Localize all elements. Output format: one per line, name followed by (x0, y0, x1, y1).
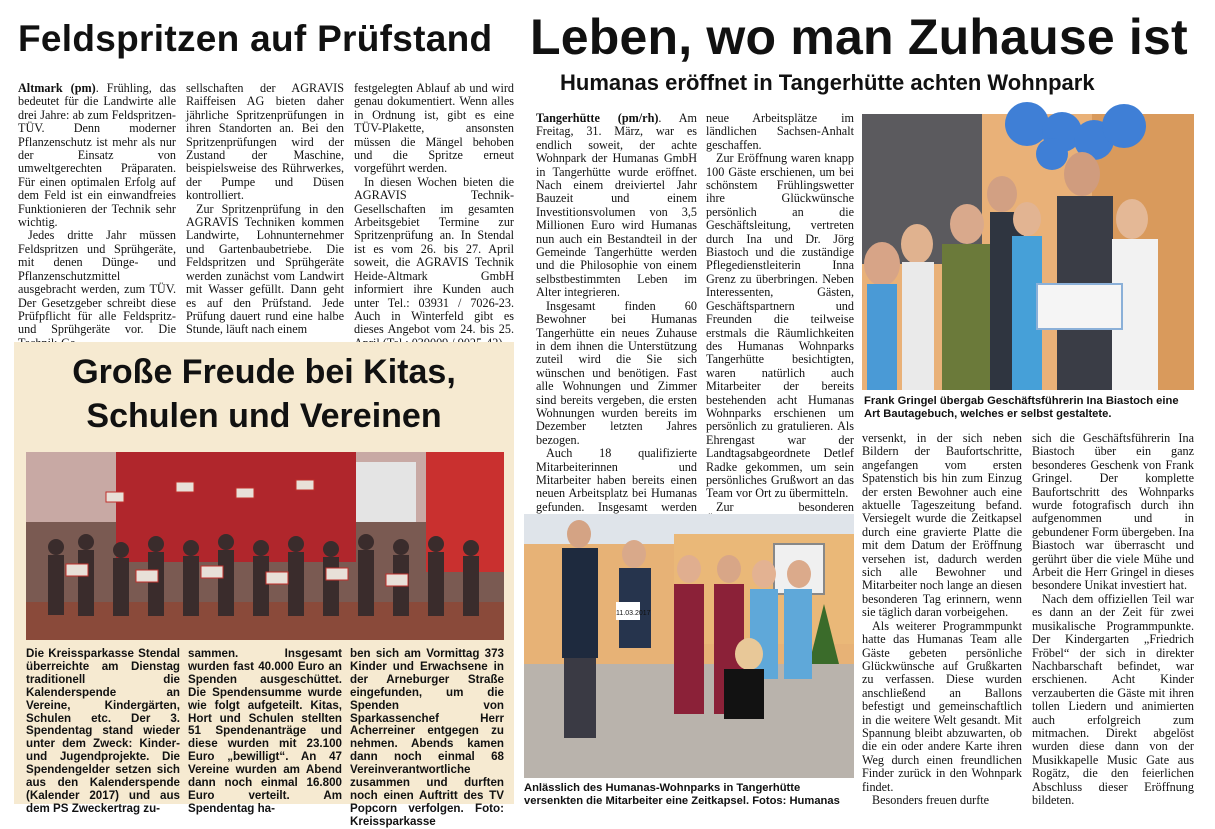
photo-sign-text: 11.03.2017 (616, 610, 651, 617)
handover-photo-icon (862, 114, 1194, 390)
paragraph: In diesen Wochen bieten die AGRAVIS Technik-Gesellschaften im gesamten Arbeitsgebiet Termine zur Spritzenprüfung an. In Stendal ist es vom 26. bis 27. April soweit, die AGRAVIS Technik Heide-Altmark GmbH informiert ihre Kunden auch unter Tel.: 03931 / 7026-23. Auch in Winterfeld gibt es dieses Angebot vom 24. bis 25. (354, 174, 514, 337)
paragraph: sich die Geschäftsführerin Ina Biastoch über ein ganz besonderes Geschenk von Frank Gringel. Der komplette Baufortschritt des Wohnparks wurde fotografisch durch ihn aufgenommen und in gebundener Form übergeben. Ina Biastoch war überrascht und gerührt über die viele Mühe und Arbeit die Herr Gringel in dieses besondere Unikat investiert hat. (1032, 431, 1194, 593)
humanas-column-2 (706, 111, 854, 514)
paragraph: Insgesamt finden 60 Bewohner bei Humanas Tangerhütte ein neues Zuhause in dem ihnen die Unterstützung zuteil wird die Sie sich wünschen und benötigen. Fast alle Wohnungen und Zimmer sind bereits vergeben, die ersten Wohnungen wurden bereits im Dezember letzten Jahres bezogen. (536, 298, 697, 447)
paragraph: Als weiterer Programmpunkt hatte das Humanas Team alle Gäste gebeten persönliche Glückwünsche auf Grußkarten zu verfassen. Diese wurden anschließend an Ballons befestigt und gemeinschaftlich in die weitere Welt gesandt. Mit Spannung bleibt abzuwarten, ob die ein oder andere Karte ihren Weg durch einen freundlichen Finder zurück in den Wohnpark findet. (862, 618, 1022, 794)
paragraph: versenkt, in der sich neben Bildern der Baufortschritte, angefangen vom ersten Spatenstich bis hin zum Einzug der ersten Bewohner auch eine aktuelle Tageszeitung befand. Versiegelt wurde die Zeitkapsel durch eine gravierte Platte die mit dem Datum der Eröffnung versehen ist, dadurch werden sich alle Bewohner und Mitarbeiter noch lange an diesen besonderen Tag erinnern, wenn sie täglich daran vorbeigehen. (862, 431, 1022, 620)
kitas-column-1 (26, 647, 180, 815)
kitas-headline-line-2: Schulen und Vereinen (86, 397, 442, 435)
paragraph: festgelegten Ablauf ab und wird genau dokumentiert. Wenn alles in Ordnung ist, gibt es eine TÜV-Plakette, ansonsten müssen die Mängel behoben und die Spritze erneut vorgeführt werden. (354, 81, 514, 176)
paragraph: Die Kreissparkasse Stendal überreichte am Dienstag traditionell die Kalenderspende an Vereine, Kindergärten, Schulen etc. Der 3. Spendentag stand wieder unter dem Zweck: Kinder- und Jugendprojekte. Die Spendengelder setzen sich aus den Kalenderspende (Kalender 2017) und aus dem PS Zweckertrag zu- (26, 647, 180, 815)
kitas-headline-line-1: Große Freude bei Kitas, (72, 353, 456, 391)
paragraph: Altmark (pm). Frühling, das bedeutet für die Landwirte alle drei Jahre: ab zum Feldspritzen-TÜV. Denn moderner Pflanzenschutz ist mehr als nur der Einsatz von umweltgerechten Präparaten. Für einen optimalen Erfolg auf dem Feld ist ein einwandfreies Funktionieren der Technik sehr wichtig. (18, 81, 177, 230)
paragraph: Besonders freuen durfte (872, 792, 990, 807)
paragraph: neue Arbeitsplätze im ländlichen Sachsen-Anhalt geschaffen. (706, 111, 854, 152)
paragraph: ben sich am Vormittag 373 Kinder und Erwachsene in der Arneburger Straße eingefunden, um die Spenden von Sparkassenchef Herr Acherreiner entgegen zu nehmen. Abends kamen dann noch einmal 68 Vereinverantwortliche zusammen und durften noch einen Auftritt des TV Popcorn verfolgen. Foto: Kreissparkasse (350, 647, 504, 828)
group-photo-icon (26, 452, 504, 640)
paragraph: sellschaften der AGRAVIS Raiffeisen AG bieten daher jährliche Spritzenprüfungen in ihren Standorten an. Bei den Spritzenprüfungen wird der Zustand der Maschine, beispielsweise des Rührwerkes, der Pumpe und Düsen kontrolliert. (186, 81, 344, 203)
paragraph: Nach dem offiziellen Teil war es dann an der Zeit für zwei musikalische Programmpunkte. Der Kindergarten „Friedrich Fröbel“ der sich in direkter Nachbarschaft befindet, war erschienen. Acht Kinder verzauberten die Gäste mit ihren tollen Liedern und animierten auch erfolgreich zum mitmachen. Direkt abgelöst wurden diese dann von der Musikkapelle Music Gate aus Rogätz, die den feierlichen Abschluss dieser Eröffnung bildeten. (1032, 591, 1194, 807)
paragraph: Zur Spritzenprüfung in den AGRAVIS Techniken kommen Landwirte, Lohnunternehmer und Gartenbaubetriebe. Die Feldspritzen und Sprühgeräte werden zunächst vom Landwirt mit Wasser gefüllt. Dann geht es auf den Prüfstand. Jede Prüfung dauert rund eine halbe Stunde, läuft nach einem (186, 201, 344, 337)
paragraph: Jedes dritte Jahr müssen Feldspritzen und Sprühgeräte, mit denen Dünge- und Pflanzenschutzmittel ausgebracht werden, zum TÜV. Der Gesetzgeber schreibt diese Prüfpflicht für alle Feldspritz- und Sprühgeräte vor. Die (18, 228, 176, 337)
humanas-subheadline: Humanas eröffnet in Tangerhütte achten Wohnpark (560, 70, 1095, 95)
feldspritzen-column-3 (354, 81, 514, 337)
humanas-headline: Leben, wo man Zuhause ist (530, 9, 1188, 65)
time-capsule-photo-icon (524, 514, 854, 778)
paragraph: Tangerhütte (pm/rh). Am Freitag, 31. März, war es endlich soweit, der achte Wohnpark der Humanas GmbH in Tangerhütte wurde eröffnet. Nach einem dreiviertel Jahr Bauzeit und einem Investitionsvolumen von 3,5 Millionen Euro wird Humanas nun auch ein Bestandteil in der Gemeinde Tangerhütte werden und die Philosophie von einem selbstbestimmten Leben im Alter integrieren. (536, 111, 697, 300)
feldspritzen-headline: Feldspritzen auf Prüfstand (18, 18, 493, 59)
feldspritzen-column-1 (18, 81, 177, 337)
caption-bottom: Anlässlich des Humanas-Wohnparks in Tangerhütte versenkten die Mitarbeiter eine Zeitkapsel. Fotos: Humanas (524, 782, 840, 807)
caption-top: Frank Gringel übergab Geschäftsführerin Ina Biastoch eine Art Bautagebuch, welches er selbst gestaltete. (864, 395, 1179, 420)
kitas-column-3 (350, 647, 504, 828)
paragraph: Zur besonderen (716, 499, 854, 514)
humanas-column-4 (1032, 431, 1194, 807)
paragraph: Zur Eröffnung waren knapp 100 Gäste erschienen, um bei schönstem Frühlingswetter ihre Glückwünsche persönlich an die Geschäftsleitung, vertreten durch Ina und Dr. Jörg Biastoch und die zuständige Pflegedienstleiterin Inna Grenz zu überbringen. Neben Interessenten, Gästen, Geschäftspartnern und Freunden die teilweise erstmals die Räumlichkeiten des Humanas Wohnparks Tangerhütte besichtigten, waren natürlich auch Mitarbeiter der bereits bestehenden acht Humanas Wohnparks erschienen um persönlich zu gratulieren. Als Ehrengast war der Landtagsabgeordnete Detlef Radke gekommen, um sein persönliches Grußwort an das Team vor Ort zu übermitteln. (706, 151, 854, 501)
humanas-column-1 (536, 111, 697, 514)
paragraph: Auch 18 qualifizierte Mitarbeiterinnen und Mitarbeiter haben bereits einen neuen Arbeitsplatz bei Humanas gefunden. Insgesamt werden (536, 446, 697, 514)
kitas-column-2 (188, 647, 342, 815)
feldspritzen-column-2 (186, 81, 344, 337)
kitas-headline (14, 350, 514, 438)
humanas-column-3 (862, 431, 1022, 807)
paragraph: sammen. Insgesamt wurden fast 40.000 Euro an Spenden ausgeschüttet. Die Spendensumme wurde wie folgt aufgeteilt. Kitas, Hort und Schulen stellten 51 Spendenanträge und diese wurden mit 23.100 Euro „bewilligt“. An 47 Vereine wurden am Abend dann noch einmal 16.800 Euro verteilt. Am Spendentag ha- (188, 647, 342, 815)
